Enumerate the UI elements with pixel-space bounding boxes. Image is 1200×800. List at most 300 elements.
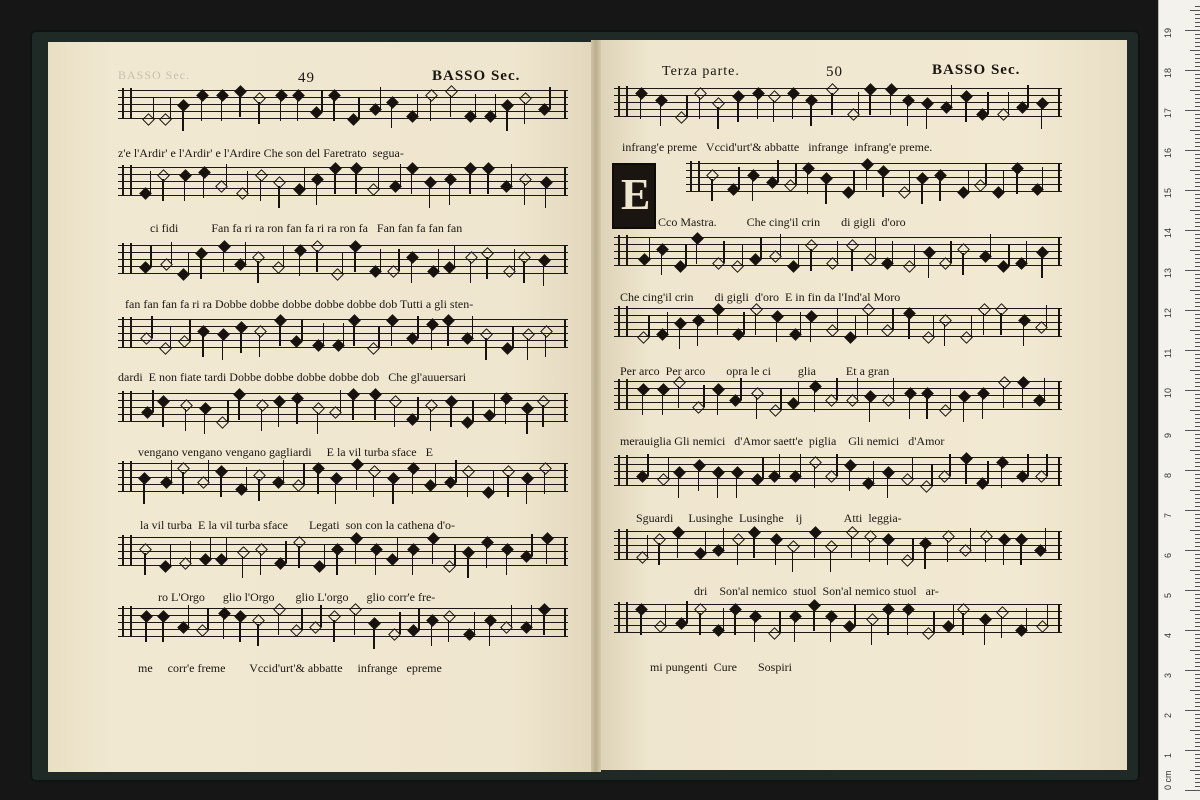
note-stem (792, 97, 793, 119)
note-stem (170, 326, 171, 348)
note-stem (258, 102, 259, 124)
note-stem (800, 312, 801, 334)
note-stem (259, 335, 260, 357)
note-stem (210, 537, 211, 559)
note-stem (857, 378, 858, 400)
note-stem (678, 476, 679, 498)
note-stem (355, 172, 356, 194)
note-stem (182, 472, 183, 494)
note-stem (849, 469, 850, 491)
note-stem (418, 608, 419, 630)
note-stem (794, 620, 795, 642)
note-stem (472, 316, 473, 338)
note-stem (354, 613, 355, 635)
left-lyric-line-7: ro L'Orgo glio l'Orgo glio L'orgo glio corr'e fre- (158, 590, 436, 604)
note-head (712, 466, 725, 479)
note-stem (836, 454, 837, 476)
note-stem (261, 409, 262, 431)
note-head (481, 247, 494, 260)
note-stem (1026, 608, 1027, 630)
note-head (882, 466, 895, 479)
note-stem (545, 335, 546, 357)
bar-line (1058, 163, 1060, 191)
note-stem (333, 620, 334, 642)
note-stem (278, 405, 279, 427)
right-page-number: 50 (826, 64, 843, 80)
note-stem (170, 97, 171, 119)
note-stem (926, 107, 927, 129)
note-stem (429, 186, 430, 208)
note-stem (526, 482, 527, 504)
measuring-ruler (1158, 0, 1200, 800)
note-stem (240, 331, 241, 353)
note-stem (926, 397, 927, 419)
note-stem (1044, 378, 1045, 400)
note-stem (753, 536, 754, 558)
note-stem (756, 397, 757, 419)
note-stem (792, 550, 793, 572)
decorated-initial (612, 163, 656, 229)
note-stem (1016, 172, 1017, 194)
note-stem (399, 612, 400, 634)
note-stem (1027, 454, 1028, 476)
note-stem (506, 553, 507, 575)
note-stem (858, 92, 859, 114)
clef (122, 535, 132, 565)
note-stem (239, 95, 240, 117)
note-stem (869, 93, 870, 115)
note-stem (678, 386, 679, 408)
note-stem (755, 313, 756, 335)
note-stem (486, 257, 487, 279)
note-stem (685, 244, 686, 266)
ruler-label: 13 (1163, 267, 1173, 278)
note-stem (356, 468, 357, 490)
note-head (979, 613, 992, 626)
note-stem (542, 405, 543, 427)
note-stem (299, 254, 300, 276)
note-stem (757, 97, 758, 119)
note-stem (411, 172, 412, 194)
note-head (877, 165, 890, 178)
note-stem (474, 612, 475, 634)
clef (122, 317, 132, 347)
note-stem (430, 99, 431, 121)
note-stem (776, 320, 777, 342)
note-stem (892, 241, 893, 263)
ruler-label: 17 (1163, 107, 1173, 118)
note-stem (184, 179, 185, 201)
note-stem (1001, 466, 1002, 488)
left-lyric-line-4: dardi E non fiate tardi Dobbe dobbe dobbe dobbe dob Che gl'auuersari (118, 370, 467, 384)
note-stem (648, 315, 649, 337)
note-stem (469, 172, 470, 194)
right-staff-4 (614, 308, 1062, 344)
note-stem (686, 95, 687, 117)
note-stem (182, 109, 183, 131)
clef (618, 86, 628, 116)
note-stem (487, 172, 488, 194)
ruler-label: 15 (1163, 187, 1173, 198)
note-stem (798, 381, 799, 403)
note-stem (303, 463, 304, 485)
note-stem (807, 172, 808, 194)
clef (122, 606, 132, 636)
note-stem (836, 378, 837, 400)
note-stem (962, 613, 963, 635)
note-stem (699, 613, 700, 635)
note-stem (931, 464, 932, 486)
note-stem (380, 249, 381, 271)
right-lyric-line-4: Per arco Per arco opra le ci glia Et a gran (620, 364, 890, 378)
note-stem (412, 472, 413, 494)
bleed-through-text: BASSO Sec. (118, 68, 191, 82)
note-stem (699, 97, 700, 119)
ruler-label: 11 (1163, 348, 1173, 358)
note-stem (837, 308, 838, 330)
note-stem (779, 611, 780, 633)
note-stem (321, 90, 322, 112)
note-stem (1041, 107, 1042, 129)
note-stem (394, 405, 395, 427)
note-stem (417, 316, 418, 338)
note-stem (813, 609, 814, 631)
bar-line (564, 319, 566, 347)
clef (690, 161, 700, 191)
note-stem (773, 100, 774, 122)
note-stem (697, 324, 698, 346)
note-stem (908, 317, 909, 339)
note-stem (825, 182, 826, 204)
note-stem (1045, 528, 1046, 550)
note-head (821, 172, 834, 185)
note-stem (890, 93, 891, 115)
note-stem (549, 87, 550, 109)
note-head (998, 533, 1011, 546)
note-stem (220, 475, 221, 497)
note-stem (780, 234, 781, 256)
bar-line (564, 537, 566, 565)
note-stem (375, 553, 376, 575)
note-stem (924, 547, 925, 569)
note-stem (391, 324, 392, 346)
note-stem (814, 536, 815, 558)
note-stem (696, 242, 697, 264)
right-staff-2 (686, 163, 1062, 199)
note-stem (1026, 241, 1027, 263)
note-stem (649, 237, 650, 259)
ruler-unit: 0 cm (1163, 770, 1173, 790)
right-staff-5 (614, 381, 1062, 417)
note-stem (171, 460, 172, 482)
note-head (923, 246, 936, 259)
note-stem (454, 544, 455, 566)
note-stem (1041, 256, 1042, 278)
note-stem (242, 556, 243, 578)
note-stem (949, 454, 950, 476)
note-stem (830, 620, 831, 642)
note-stem (304, 167, 305, 189)
bar-line (1058, 237, 1060, 265)
note-stem (489, 624, 490, 646)
note-stem (152, 390, 153, 412)
ruler-label: 12 (1163, 307, 1173, 318)
note-stem (543, 613, 544, 635)
ruler-label: 4 (1163, 632, 1173, 638)
note-stem (512, 326, 513, 348)
note-stem (647, 535, 648, 557)
note-head (503, 465, 516, 478)
note-stem (301, 608, 302, 630)
note-head (846, 239, 859, 252)
note-stem (431, 328, 432, 350)
note-head (961, 90, 974, 103)
note-stem (333, 99, 334, 121)
note-head (713, 97, 726, 110)
note-stem (239, 620, 240, 642)
note-stem (965, 100, 966, 122)
note-stem (971, 315, 972, 337)
note-stem (990, 234, 991, 256)
note-stem (754, 620, 755, 642)
note-stem (780, 388, 781, 410)
left-staff-6 (118, 463, 568, 499)
ruler-label: 9 (1163, 432, 1173, 438)
note-head (217, 328, 230, 341)
note-head (864, 390, 877, 403)
note-head (732, 533, 745, 546)
note-stem (543, 264, 544, 286)
note-head (387, 472, 400, 485)
bar-line (1058, 604, 1060, 632)
note-stem (411, 261, 412, 283)
note-stem (417, 94, 418, 116)
note-head (368, 465, 381, 478)
note-head (917, 172, 930, 185)
note-stem (323, 323, 324, 345)
note-stem (450, 405, 451, 427)
note-stem (486, 546, 487, 568)
note-head (157, 395, 170, 408)
ruler-label: 5 (1163, 592, 1173, 598)
note-head (462, 546, 475, 559)
note-stem (472, 400, 473, 422)
ruler-label: 7 (1163, 512, 1173, 518)
left-staff-3 (118, 245, 568, 281)
note-stem (355, 542, 356, 564)
note-stem (779, 454, 780, 476)
note-stem (258, 479, 259, 501)
note-stem (545, 186, 546, 208)
note-stem (795, 163, 796, 185)
note-stem (226, 164, 227, 186)
note-stem (738, 167, 739, 189)
ruler-label: 10 (1163, 387, 1173, 398)
note-stem (1046, 454, 1047, 476)
note-stem (296, 402, 297, 424)
note-head (236, 321, 249, 334)
note-stem (869, 400, 870, 422)
note-stem (392, 482, 393, 504)
note-stem (185, 409, 186, 431)
note-stem (316, 250, 317, 272)
note-head (424, 176, 437, 189)
note-stem (677, 536, 678, 558)
note-stem (316, 183, 317, 205)
note-head (178, 99, 191, 112)
bar-line (1058, 457, 1060, 485)
note-stem (667, 312, 668, 334)
note-stem (985, 163, 986, 185)
note-stem (144, 553, 145, 575)
note-head (519, 92, 532, 105)
note-stem (800, 454, 801, 476)
note-stem (432, 542, 433, 564)
bar-line (564, 393, 566, 421)
note-stem (493, 470, 494, 492)
note-head (693, 459, 706, 472)
note-stem (279, 324, 280, 346)
note-head (521, 402, 534, 415)
note-stem (855, 315, 856, 337)
note-stem (1003, 543, 1004, 565)
note-stem (223, 250, 224, 272)
note-stem (984, 623, 985, 645)
note-stem (1003, 386, 1004, 408)
note-stem (202, 335, 203, 357)
note-stem (968, 170, 969, 192)
note-stem (743, 312, 744, 334)
right-lyric-line-8: mi pungenti Cure Sospiri (650, 660, 792, 674)
note-stem (853, 170, 854, 192)
note-stem (531, 534, 532, 556)
note-stem (798, 244, 799, 266)
note-stem (887, 613, 888, 635)
note-stem (642, 393, 643, 415)
note-head (538, 254, 551, 267)
note-stem (939, 179, 940, 201)
bar-line (564, 463, 566, 491)
note-stem (506, 109, 507, 131)
note-stem (374, 398, 375, 420)
note-head (844, 459, 857, 472)
note-stem (814, 390, 815, 412)
note-stem (162, 405, 163, 427)
note-stem (523, 261, 524, 283)
note-stem (871, 623, 872, 645)
note-stem (777, 160, 778, 182)
note-stem (505, 402, 506, 424)
note-stem (987, 461, 988, 483)
note-stem (1027, 85, 1028, 107)
note-head (921, 97, 934, 110)
note-stem (737, 543, 738, 565)
note-head (768, 90, 781, 103)
note-stem (524, 102, 525, 124)
note-stem (909, 397, 910, 419)
note-stem (953, 604, 954, 626)
note-stem (1042, 167, 1043, 189)
note-stem (260, 179, 261, 201)
note-stem (762, 457, 763, 479)
note-stem (914, 244, 915, 266)
note-stem (546, 542, 547, 564)
note-stem (171, 242, 172, 264)
note-head (537, 395, 550, 408)
note-head (215, 465, 228, 478)
note-head (235, 610, 248, 623)
note-stem (970, 528, 971, 550)
note-head (157, 610, 170, 623)
note-stem (485, 338, 486, 360)
note-head (653, 533, 666, 546)
left-staff-1 (118, 90, 568, 126)
note-stem (723, 241, 724, 263)
note-stem (1008, 92, 1009, 114)
note-stem (352, 398, 353, 420)
note-stem (203, 176, 204, 198)
note-head (237, 546, 250, 559)
note-stem (875, 237, 876, 259)
note-stem (150, 171, 151, 193)
note-stem (837, 241, 838, 263)
note-stem (450, 95, 451, 117)
note-stem (170, 544, 171, 566)
note-stem (909, 170, 910, 192)
right-staff-3 (614, 237, 1062, 273)
note-head (462, 465, 475, 478)
note-stem (665, 604, 666, 626)
note-stem (887, 476, 888, 498)
note-stem (869, 540, 870, 562)
note-stem (951, 85, 952, 107)
note-stem (1023, 324, 1024, 346)
note-stem (336, 553, 337, 575)
note-stem (378, 326, 379, 348)
note-stem (983, 313, 984, 335)
note-head (312, 402, 325, 415)
note-stem (400, 164, 401, 186)
note-stem (283, 460, 284, 482)
note-stem (162, 179, 163, 201)
clef (122, 391, 132, 421)
note-head (1036, 246, 1049, 259)
note-stem (531, 605, 532, 627)
note-stem (950, 241, 951, 263)
note-stem (947, 540, 948, 562)
right-lyric-line-5: merauiglia Gli nemici d'Amor saett'e piglia Gli nemici d'Amor (620, 434, 945, 448)
note-stem (324, 544, 325, 566)
note-stem (1047, 604, 1048, 626)
note-stem (982, 397, 983, 419)
note-stem (455, 460, 456, 482)
note-stem (227, 400, 228, 422)
note-stem (380, 87, 381, 109)
note-stem (208, 460, 209, 482)
note-stem (679, 327, 680, 349)
note-stem (1022, 386, 1023, 408)
bar-line (1058, 381, 1060, 409)
note-stem (661, 253, 662, 275)
clef (618, 306, 628, 336)
note-stem (447, 324, 448, 346)
note-head (199, 402, 212, 415)
note-head (733, 90, 746, 103)
note-head (273, 395, 286, 408)
note-head (501, 99, 514, 112)
left-lyric-line-1: z'e l'Ardir' e l'Ardir' e l'Ardire Che son del Faretrato segua- (118, 146, 404, 160)
bar-line (1058, 308, 1060, 336)
